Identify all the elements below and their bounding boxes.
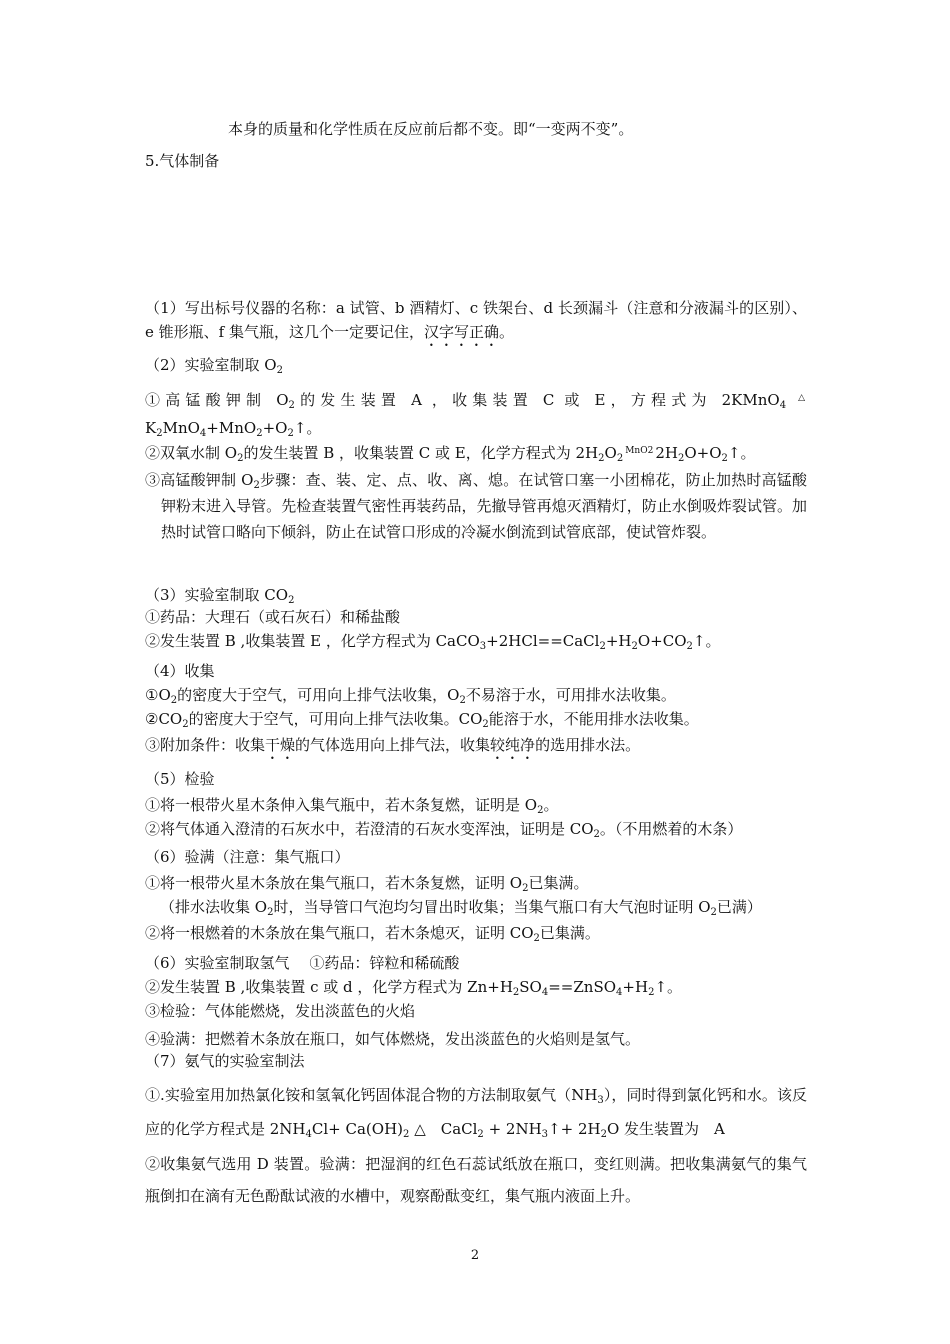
s6h-line-1: ②发生装置 B ,收集装置 c 或 d ，化学方程式为 $Zn+H_2SO_4==ZnSO_4+H_2↑$。: [145, 978, 683, 998]
s5-line-1: ①将一根带火星木条伸入集气瓶中，若木条复燃，证明是 $O_2$。: [145, 796, 559, 816]
item-1: （1）写出标号仪器的名称：a 试管、b 酒精灯、c 铁架台、d 长颈漏斗（注意和分液漏斗的区别）、e 锥形瓶、f 集气瓶，这几个一定要记住，汉字写正确。: [145, 299, 807, 341]
heat-symbol: △: [798, 393, 805, 403]
intro-line: 本身的质量和化学性质在反应前后都不变。即“一变两不变”。: [228, 120, 634, 138]
s2-line-2: ②双氧水制 $O_2$的发生装置 B ，收集装置 C 或 E，化学方程式为 $2H_2O_2^{MnO2}$ $2H_2O+O_2↑$。: [145, 444, 756, 464]
s7-title: （7）氨气的实验室制法: [145, 1052, 305, 1070]
catalyst-label: MnO2: [625, 446, 654, 456]
s2-title: （2）实验室制取 $O_2$: [145, 356, 283, 376]
s3-title: （3）实验室制取 $CO_2$: [145, 586, 295, 606]
s4-line-3: ③附加条件：收集干燥的气体选用向上排气法，收集较纯净的选用排水法。: [145, 736, 641, 754]
s2-line-3: ③高锰酸钾制 $O_2$步骤：查、装、定、点、收、离、熄。在试管口塞一小团棉花，防止加热时高锰酸钾粉末进入导管。先检查装置气密性再装药品，先撤导管再熄灭酒精灯，防止水倒吸炸裂试管。加热时试管口略向下倾斜，防止在试管口形成的冷凝水倒流到试管底部，使试管炸裂。: [145, 471, 807, 541]
emphasis-dotted-text: 汉字写正确: [423, 323, 499, 341]
s6h-line-2: ③检验：气体能燃烧，发出淡蓝色的火焰: [145, 1002, 416, 1020]
s6-line-2: （排水法收集 $O_2$时，当导管口气泡均匀冒出时收集；当集气瓶口有大气泡时证明 $O_2$已满）: [160, 898, 762, 918]
page-number: 2: [470, 1248, 480, 1263]
section-title: 5.气体制备: [145, 152, 220, 170]
s5-title: （5）检验: [145, 770, 215, 788]
s3-line-1: ①药品：大理石（或石灰石）和稀盐酸: [145, 608, 401, 626]
s4-title: （4）收集: [145, 662, 215, 680]
s6-line-3: ②将一根燃着的木条放在集气瓶口，若木条熄灭，证明 $CO_2$已集满。: [145, 924, 600, 944]
s6h-line-3: ④验满：把燃着木条放在瓶口，如气体燃烧，发出淡蓝色的火焰则是氢气。: [145, 1030, 641, 1048]
s3-line-2: ②发生装置 B ,收集装置 E ，化学方程式为 $CaCO_3+2HCl==CaCl_2+H_2O+CO_2↑$。: [145, 632, 721, 652]
s5-line-2: ②将气体通入澄清的石灰水中，若澄清的石灰水变浑浊，证明是 $CO_2$。（不用燃着的木条）: [145, 820, 743, 840]
s4-line-2: $②CO_2$的密度大于空气，可用向上排气法收集。$CO_2$能溶于水，不能用排水法收集。: [145, 710, 699, 730]
s6-title: （6）验满（注意：集气瓶口）: [145, 848, 350, 866]
s2-line-1: ①高锰酸钾制 $O_2$的发生装置 A ，收集装置 C 或 E，方程式为 2KMnO$_4$ △ $K_2MnO_4+MnO_2+O_2↑$。: [145, 391, 805, 439]
s6-line-1: ①将一根带火星木条放在集气瓶口，若木条复燃，证明 $O_2$已集满。: [145, 874, 589, 894]
s7-line-2: ②收集氨气选用 D 装置。验满：把湿润的红色石蕊试纸放在瓶口，变红则满。把收集满氨气的集气瓶倒扣在滴有无色酚酞试液的水槽中，观察酚酞变红，集气瓶内液面上升。: [145, 1155, 807, 1205]
s4-line-1: $①O_2$的密度大于空气，可用向上排气法收集，$O_2$不易溶于水，可用排水法收集。: [145, 686, 676, 706]
s7-line-1: ①.实验室用加热氯化铵和氢氧化钙固体混合物的方法制取氨气$(NH_3)$，同时得到氯化钙和水。该反应的化学方程式是 $2NH_4Cl+ Ca(OH)_2$ △ CaCl$_2$ + $2NH_3↑+ 2H_2O$ 发生装置为 A: [145, 1086, 807, 1140]
s6h-title: （6）实验室制取氢气 ①药品：锌粒和稀硫酸: [145, 954, 460, 972]
